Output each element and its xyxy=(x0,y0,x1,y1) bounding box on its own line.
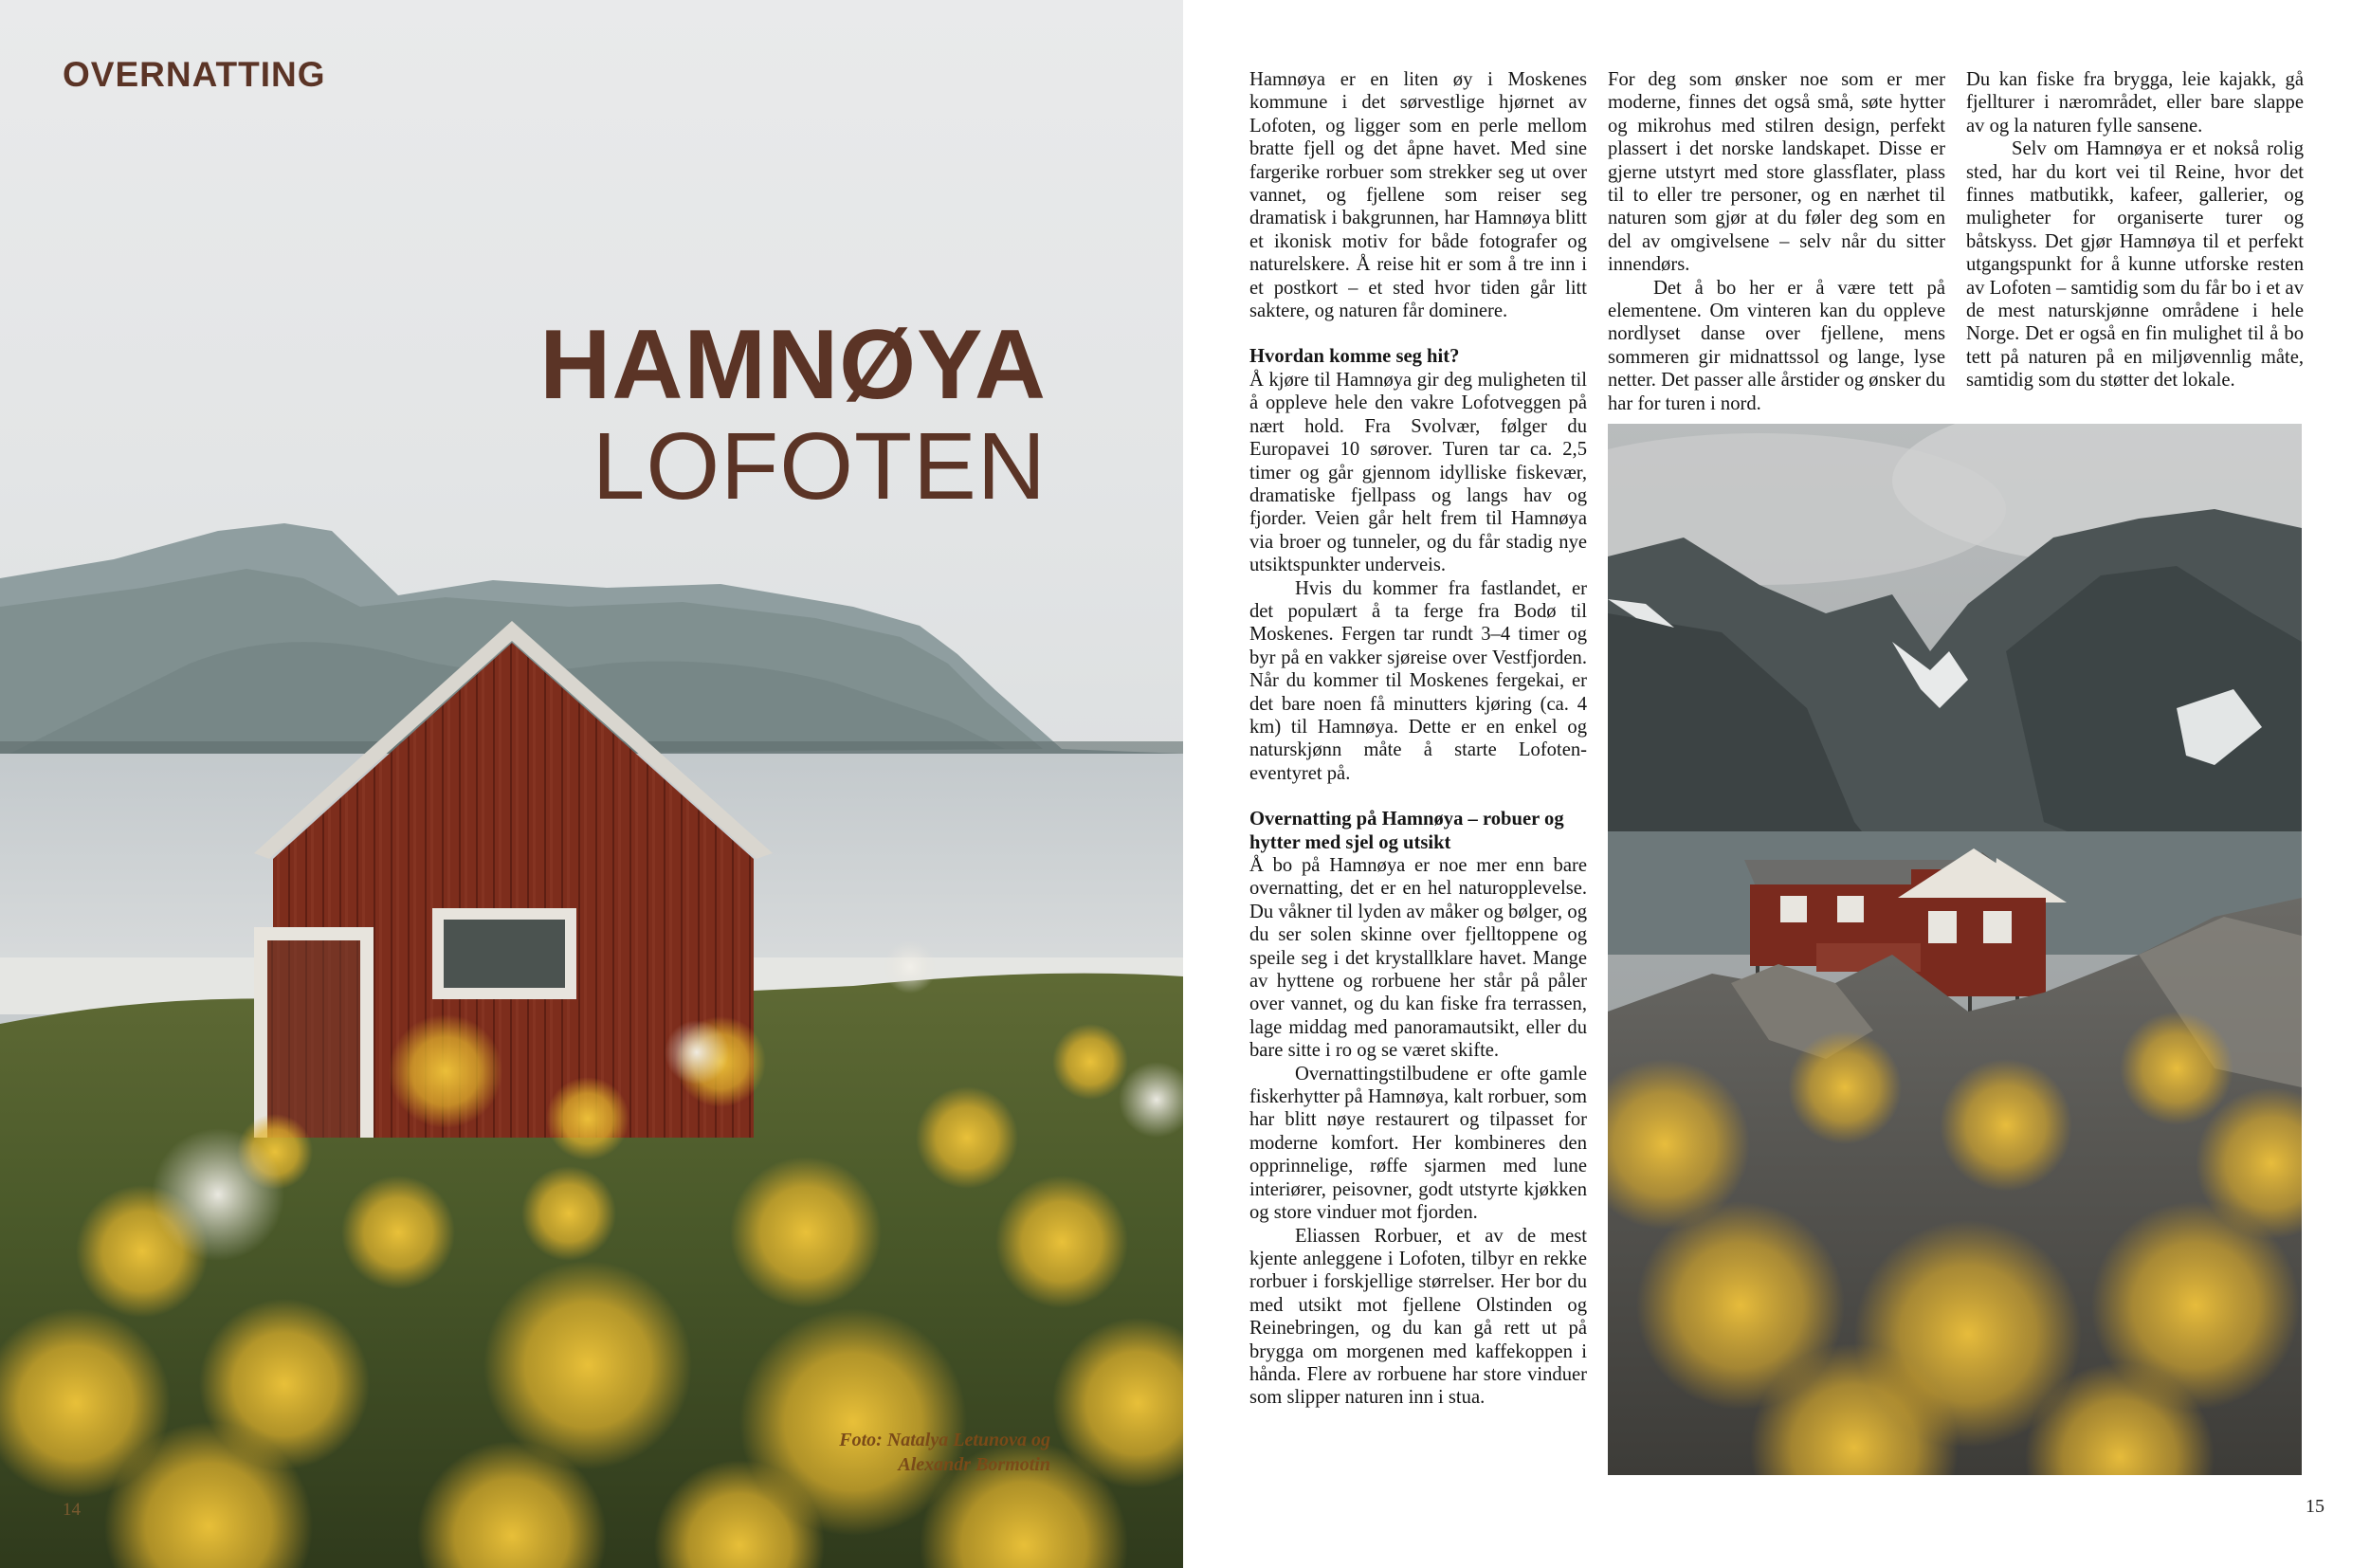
body-paragraph: Det å bo her er å være tett på elementene. Om vinteren kan du oppleve nordlyset danse over fjellene, mens sommeren gir midnattssol og lange, lyse netter. Det passer alle årstider og ønsker du har for turen i nord. xyxy=(1608,277,1945,414)
body-paragraph: Hamnøya er en liten øy i Moskenes kommune i det sørvestlige hjørnet av Lofoten, og ligger som en perle mellom bratte fjell og det åpne havet. Med sine fargerike rorbuer som strekker seg ut over vannet, og fjellene som reiser seg dramatisk i bakgrunnen, har Hamnøya blitt et ikonisk motiv for både fotografer og naturelskere. Å reise hit er som å tre inn i et postkort – et sted hvor tiden går litt saktere, og naturen får dominere. xyxy=(1249,69,1587,322)
headline-sub: LOFOTEN xyxy=(592,413,1047,520)
photo-credit-line: Alexandr Bormotin xyxy=(898,1454,1050,1475)
cabin-photo xyxy=(0,0,1183,1568)
photo-credit xyxy=(839,1428,1050,1477)
text-column-1 xyxy=(1249,68,1587,1410)
subheading: Overnatting på Hamnøya – robuer og hytter med sjel og utsikt xyxy=(1249,809,1564,853)
page-number-left: 14 xyxy=(63,1500,81,1520)
photo-credit-line: Foto: Natalya Letunova og xyxy=(839,1430,1050,1450)
subheading: Hvordan komme seg hit? xyxy=(1249,346,1460,368)
text-column-2 xyxy=(1608,68,1945,415)
body-paragraph: Hvis du kommer fra fastlandet, er det populært å ta ferge fra Bodø til Moskenes. Fergen tar rundt 3–4 timer og byr på en vakker sjøreise over Vestfjorden. Når du kommer til Moskenes fergekai, er det bare noen få minutters kjøring (ca. 4 km) til Hamnøya. Dette er en enkel og naturskjønn måte å starte Lofoten-eventyret på. xyxy=(1249,577,1587,784)
page-number-right: 15 xyxy=(2306,1496,2324,1517)
headline-main: HAMNØYA xyxy=(539,310,1047,420)
text-column-3 xyxy=(1966,68,2304,392)
body-paragraph: Selv om Hamnøya er et nokså rolig sted, har du kort vei til Reine, hvor det finnes matbutikk, kafeer, gallerier, og muligheter for organiserte turer og båtskyss. Det gjør Hamnøya til et perfekt utgangspunkt for å kunne utforske resten av Lofoten – samtidig som du får bo i et av de mest naturskjønne områdene i hele Norge. Det er også en fin mulighet til å bo tett på naturen på en miljøvennlig måte, samtidig som du støtter det lokale. xyxy=(1966,138,2304,392)
article-headline xyxy=(539,310,1047,520)
right-page xyxy=(1183,0,2370,1568)
body-paragraph: Å bo på Hamnøya er noe mer enn bare overnatting, det er en hel naturopplevelse. Du våkner til lyden av måker og bølger, og du ser solen skinne over fjelltoppene og speile seg i det krystallklare havet. Mange av hyttene og rorbuene her står på påler over vannet, og du kan fiske fra terrassen, lage middag med panoramautsikt, eller du bare sitte i ro og se været skifte. xyxy=(1249,855,1587,1062)
body-paragraph: For deg som ønsker noe som er mer moderne, finnes det også små, søte hytter og mikrohus med stilren design, perfekt plassert i det norske landskapet. Disse er gjerne utstyrt med store glassflater, plass til to eller tre personer, og en nærhet til naturen som gjør at du føler deg som en del av omgivelsene – selv når du sitter innendørs. xyxy=(1608,69,1945,276)
body-paragraph: Å kjøre til Hamnøya gir deg muligheten til å oppleve hele den vakre Lofotveggen på nært hold. Fra Svolvær, følger du Europavei 10 sørover. Turen tar ca. 2,5 timer og går gjennom idylliske fiskevær, dramatiske fjellpass og langs hav og fjorder. Veien går helt frem til Hamnøya via broer og tunneler, og du får stadig nye utsiktspunkter underveis. xyxy=(1249,369,1587,576)
left-page xyxy=(0,0,1183,1568)
rorbu-photo xyxy=(1608,424,2302,1475)
body-paragraph: Eliassen Rorbuer, et av de mest kjente anleggene i Lofoten, tilbyr en rekke rorbuer i forskjellige størrelser. Her bor du med utsikt mot fjellene Olstinden og Reinebringen, og du kan gå rett ut på brygga om morgenen med kaffekoppen i hånda. Flere av rorbuene har store vinduer som slipper naturen inn i stua. xyxy=(1249,1225,1587,1409)
body-paragraph: Du kan fiske fra brygga, leie kajakk, gå fjellturer i nærområdet, eller bare slappe av og la naturen fylle sansene. xyxy=(1966,69,2304,137)
section-label: OVERNATTING xyxy=(63,55,326,94)
body-paragraph: Overnattingstilbudene er ofte gamle fiskerhytter på Hamnøya, kalt rorbuer, som har blitt nøye restaurert og tilpasset for moderne komfort. Her kombineres den opprinnelige, røffe sjarmen med lune interiører, peisovner, godt utstyrte kjøkken og store vinduer mot fjorden. xyxy=(1249,1063,1587,1224)
